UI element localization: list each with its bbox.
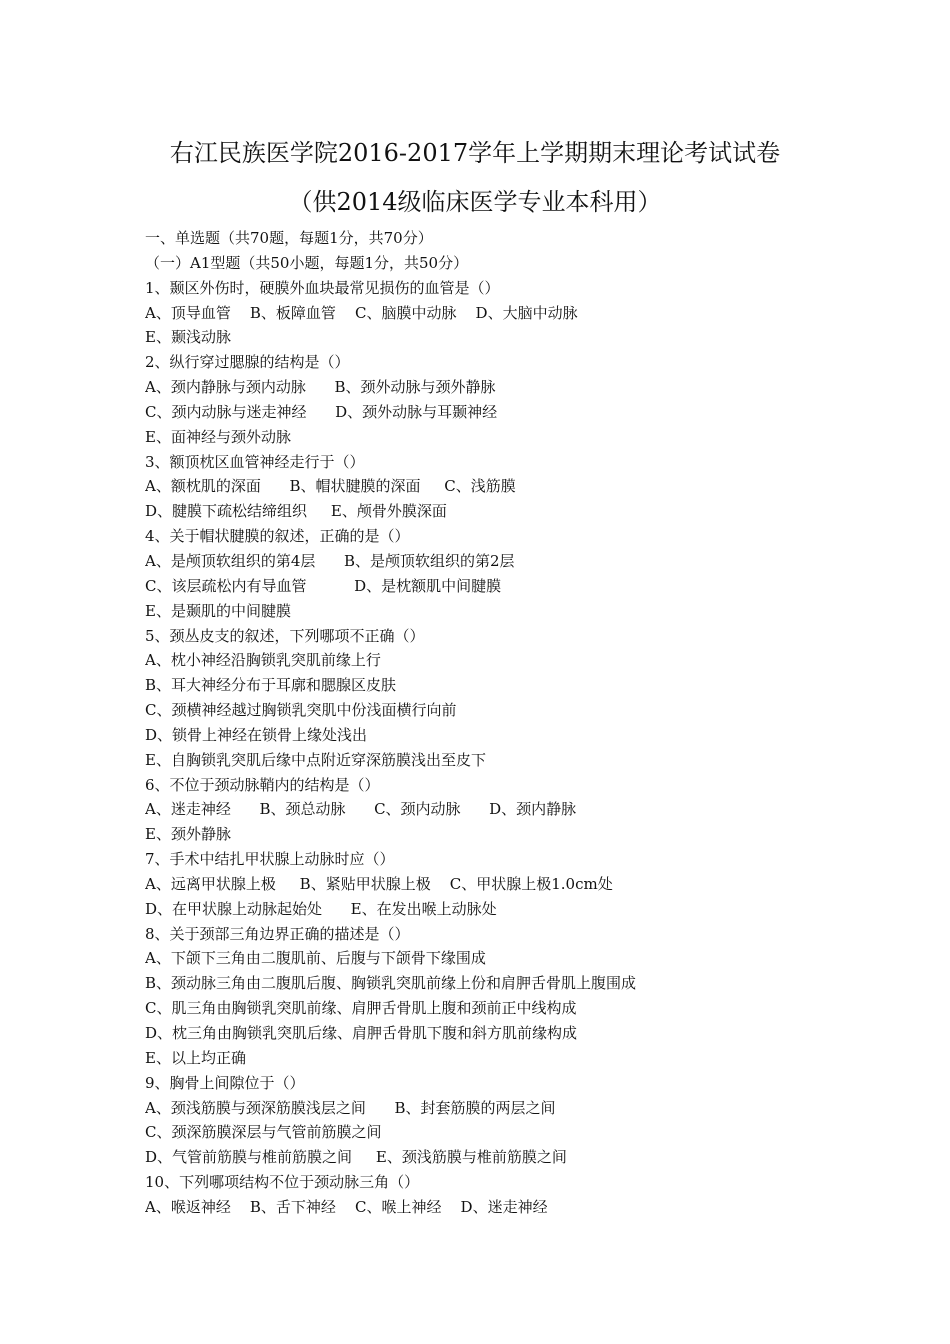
question-8-options: B、颈动脉三角由二腹肌后腹、胸锁乳突肌前缘上份和肩胛舌骨肌上腹围成 bbox=[145, 974, 637, 993]
exam-title: 右江民族医学院2016-2017学年上学期期末理论考试试卷 bbox=[169, 139, 781, 167]
subsection-heading: （一）A1型题（共50小题，每题1分，共50分） bbox=[145, 253, 469, 272]
question-3-options: A、额枕肌的深面 B、帽状腱膜的深面 C、浅筋膜 bbox=[145, 477, 516, 496]
question-8-options: D、枕三角由胸锁乳突肌后缘、肩胛舌骨肌下腹和斜方肌前缘构成 bbox=[145, 1024, 578, 1042]
question-6: 6、不位于颈动脉鞘内的结构是（） bbox=[145, 775, 380, 794]
question-8: 8、关于颈部三角边界正确的描述是（） bbox=[145, 924, 410, 943]
question-5-options: B、耳大神经分布于耳廓和腮腺区皮肤 bbox=[145, 676, 397, 695]
question-9-options: A、颈浅筋膜与颈深筋膜浅层之间 B、封套筋膜的两层之间 bbox=[145, 1098, 556, 1117]
exam-subtitle: （供2014级临床医学专业本科用） bbox=[288, 188, 662, 216]
question-4: 4、关于帽状腱膜的叙述，正确的是（） bbox=[145, 527, 410, 546]
question-5-options: A、枕小神经沿胸锁乳突肌前缘上行 bbox=[145, 651, 381, 670]
question-5: 5、颈丛皮支的叙述，下列哪项不正确（） bbox=[145, 626, 425, 645]
question-6-options: E、颈外静脉 bbox=[145, 825, 231, 844]
question-5-options: D、锁骨上神经在锁骨上缘处浅出 bbox=[145, 725, 368, 744]
question-7-options: A、远离甲状腺上极 B、紧贴甲状腺上极 C、甲状腺上极1.0cm处 bbox=[145, 874, 613, 893]
question-2-options: C、颈内动脉与迷走神经 D、颈外动脉与耳颞神经 bbox=[145, 402, 498, 421]
question-9-options: D、气管前筋膜与椎前筋膜之间 E、颈浅筋膜与椎前筋膜之间 bbox=[145, 1148, 567, 1167]
question-7: 7、手术中结扎甲状腺上动脉时应（） bbox=[145, 850, 395, 869]
question-1-options: A、顶导血管 B、板障血管 C、脑膜中动脉 D、大脑中动脉 bbox=[145, 303, 578, 322]
question-4-options: C、该层疏松内有导血管 D、是枕额肌中间腱膜 bbox=[145, 576, 502, 595]
question-5-options: E、自胸锁乳突肌后缘中点附近穿深筋膜浅出至皮下 bbox=[145, 750, 486, 769]
question-1-options: E、颞浅动脉 bbox=[145, 328, 231, 347]
question-8-options: E、以上均正确 bbox=[145, 1048, 246, 1067]
question-4-options: E、是颞肌的中间腱膜 bbox=[145, 601, 291, 620]
question-8-options: C、肌三角由胸锁乳突肌前缘、肩胛舌骨肌上腹和颈前正中线构成 bbox=[145, 999, 577, 1018]
question-8-options: A、下颌下三角由二腹肌前、后腹与下颌骨下缘围成 bbox=[145, 949, 486, 968]
section-heading: 一、单选题（共70题，每题1分，共70分） bbox=[145, 229, 433, 247]
question-3: 3、额顶枕区血管神经走行于（） bbox=[145, 452, 365, 471]
question-5-options: C、颈横神经越过胸锁乳突肌中份浅面横行向前 bbox=[145, 701, 457, 720]
question-7-options: D、在甲状腺上动脉起始处 E、在发出喉上动脉处 bbox=[145, 899, 497, 918]
question-3-options: D、腱膜下疏松结缔组织 E、颅骨外膜深面 bbox=[145, 502, 447, 521]
question-4-options: A、是颅顶软组织的第4层 B、是颅顶软组织的第2层 bbox=[145, 551, 515, 570]
question-2-options: A、颈内静脉与颈内动脉 B、颈外动脉与颈外静脉 bbox=[145, 378, 496, 397]
question-1: 1、颞区外伤时，硬膜外血块最常见损伤的血管是（） bbox=[145, 278, 500, 297]
question-2-options: E、面神经与颈外动脉 bbox=[145, 427, 291, 446]
question-2: 2、纵行穿过腮腺的结构是（） bbox=[145, 353, 350, 372]
question-9-options: C、颈深筋膜深层与气管前筋膜之间 bbox=[145, 1123, 382, 1142]
question-10: 10、下列哪项结构不位于颈动脉三角（） bbox=[145, 1173, 420, 1192]
exam-body bbox=[145, 226, 845, 1220]
question-9: 9、胸骨上间隙位于（） bbox=[145, 1073, 305, 1092]
question-10-options: A、喉返神经 B、舌下神经 C、喉上神经 D、迷走神经 bbox=[145, 1197, 548, 1216]
question-6-options: A、迷走神经 B、颈总动脉 C、颈内动脉 D、颈内静脉 bbox=[145, 800, 577, 819]
